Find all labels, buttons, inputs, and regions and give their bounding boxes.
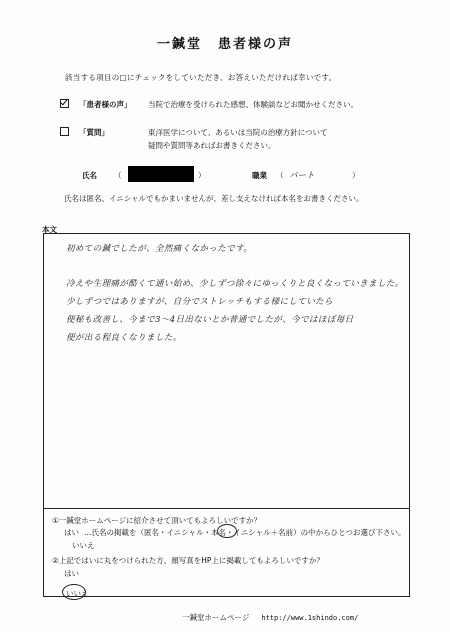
name-paren-close: ） — [198, 171, 206, 180]
question-2: ②上記ではいに丸をつけられた方、顔写真をHP上に掲載してもよろしいですか？ — [52, 556, 324, 565]
name-note: 氏名は匿名、イニシャルでもかまいませんが、差し支えなければ本名をお書きください。 — [64, 194, 364, 203]
handwritten-line: 便が出る程良くなりました。 — [66, 333, 182, 343]
handwritten-line: 少しずつではありますが、自分でストレッチもする様にしていたら — [66, 297, 333, 307]
form-name: 患者様の声 — [218, 37, 294, 52]
option-desc: 東洋医学について、あるいは当院の治療方針について — [148, 128, 328, 137]
handwritten-circle — [217, 524, 237, 538]
footer — [182, 612, 358, 623]
q2-no[interactable]: いいえ — [66, 589, 89, 598]
handwritten-line: 便秘も改善し、今まで3〜4日出ないとか普通でしたが、今ではほぼ毎日 — [66, 315, 354, 325]
job-paren-close: ） — [352, 171, 360, 180]
name-label: 氏名 — [82, 171, 97, 180]
option-question[interactable] — [60, 127, 109, 138]
form-title — [0, 33, 450, 52]
option-label: 「患者様の声」 — [79, 100, 132, 109]
questions-divider — [43, 508, 410, 509]
option-desc: 疑問や質問等あればお書きください。 — [148, 141, 276, 150]
handwritten-circle — [62, 584, 86, 600]
q1-no[interactable]: いいえ — [72, 541, 95, 550]
intro-text: 該当する項目の□にチェックをしていただき、お答えいただければ幸いです。 — [65, 73, 337, 82]
footer-url[interactable]: http://www.1shindo.com/ — [261, 614, 359, 622]
checkbox-checked[interactable] — [60, 99, 69, 108]
option-desc: 当院で治療を受けられた感想、体験談などお聞かせください。 — [148, 100, 358, 109]
job-value: パート — [289, 171, 315, 181]
body-label: 本文 — [42, 225, 57, 234]
checkbox-unchecked[interactable] — [60, 127, 69, 136]
q1-detail: …氏名の掲載を（匿名・イニシャル・本名・イニシャル＋名前）の中からひとつお選び下さい。 — [84, 528, 406, 537]
name-redaction — [128, 166, 194, 182]
job-label: 職業 — [252, 171, 267, 180]
option-label: 「質問」 — [79, 128, 109, 137]
question-1: ①一鍼堂ホームページに紹介させて頂いてもよろしいですか？ — [52, 516, 262, 525]
q1-yes[interactable]: はい — [64, 528, 79, 537]
q2-yes[interactable]: はい — [64, 569, 79, 578]
footer-site: 一鍼堂ホームページ — [182, 613, 250, 622]
option-patient-voice[interactable] — [60, 99, 132, 110]
handwritten-line: 冷えや生理痛が酷くて通い始め、少しずつ徐々にゆっくりと良くなっていきました。 — [66, 279, 404, 289]
clinic-name: 一鍼堂 — [156, 37, 202, 52]
handwritten-line: 初めての鍼でしたが、全然痛くなかったです。 — [66, 244, 253, 254]
name-paren-open: （ — [114, 171, 122, 180]
job-paren-open: （ — [276, 171, 284, 180]
